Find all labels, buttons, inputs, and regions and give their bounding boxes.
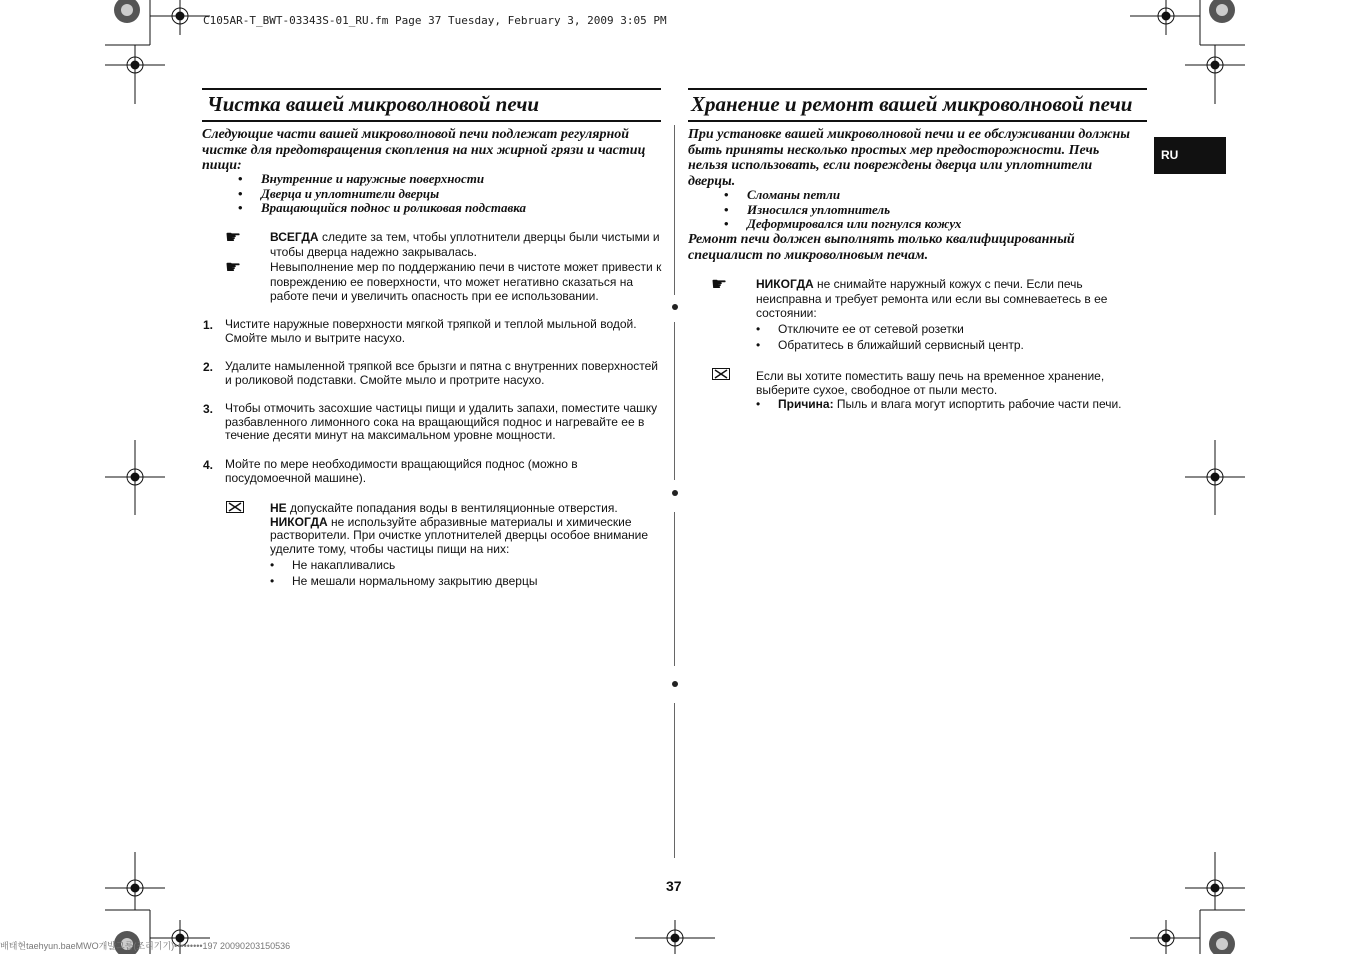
left-warning-list bbox=[270, 557, 662, 589]
list-item: • Не мешали нормальному закрытию дверцы bbox=[270, 573, 662, 589]
step-number: 2. bbox=[203, 360, 214, 374]
right-damage-list bbox=[724, 188, 1144, 232]
column-divider bbox=[674, 703, 675, 858]
step-number: 3. bbox=[203, 402, 214, 416]
crossed-note-icon bbox=[226, 501, 244, 513]
right-note-never: НИКОГДА не снимайте наружный кожух с печи. Если печь неисправна и требует ремонта или если вы сомневаетесь в ее состоянии: • Отключите ее от сетевой розетки • Обратитесь в ближайший сервисный центр. bbox=[756, 277, 1140, 353]
list-item: • Дверца и уплотнители дверцы bbox=[238, 187, 658, 202]
divider-dot bbox=[672, 490, 678, 496]
left-note-always: ВСЕГДА следите за тем, чтобы уплотнители дверцы были чистыми и чтобы дверца надежно закрывалась. bbox=[270, 230, 660, 259]
right-section-title: Хранение и ремонт вашей микроволновой печи bbox=[691, 92, 1133, 116]
step-number: 4. bbox=[203, 458, 214, 472]
step-text: Чистите наружные поверхности мягкой тряпкой и теплой мыльной водой. Смойте мыло и вытрите насухо. bbox=[225, 317, 637, 345]
pointing-hand-icon: ☛ bbox=[225, 227, 242, 247]
right-storage-note: Если вы хотите поместить вашу печь на временное хранение, выберите сухое, свободное от пыли место. • Причина: Пыль и влага могут испортить рабочие части печи. bbox=[756, 369, 1140, 411]
list-item: • Износился уплотнитель bbox=[724, 203, 1144, 218]
right-title-top-rule bbox=[688, 88, 1147, 90]
print-footer: 배태현taehyun.baeMWO개발그룹(조리기기)•••••••••197 20090203150536 bbox=[0, 941, 291, 951]
right-intro: При установке вашей микроволновой печи и ее обслуживании должны быть приняты несколько простых мер предосторожности. Печь нельзя использовать, если повреждены дверца или уплотнители дверцы. bbox=[688, 127, 1131, 189]
step-text: Удалите намыленной тряпкой все брызги и пятна с внутренних поверхностей и роликовой подставки. Смойте мыло и протрите насухо. bbox=[225, 359, 659, 387]
step-text: Мойте по мере необходимости вращающийся поднос (можно в посудомоечной машине). bbox=[225, 457, 578, 485]
left-part-list bbox=[238, 172, 658, 216]
right-title-bottom-rule bbox=[688, 120, 1147, 122]
right-storage-list bbox=[756, 397, 1140, 411]
left-section-title: Чистка вашей микроволновой печи bbox=[207, 92, 540, 116]
left-note-maintenance: Невыполнение мер по поддержанию печи в чистоте может привести к повреждению ее поверхности, что может негативно сказаться на работе печи и увеличить опасность при ее использовании. bbox=[270, 260, 662, 303]
page-number: 37 bbox=[666, 878, 682, 894]
list-item: • Внутренние и наружные поверхности bbox=[238, 172, 658, 187]
divider-dot bbox=[672, 681, 678, 687]
list-item: • Деформировался или погнулся кожух bbox=[724, 217, 1144, 232]
column-divider bbox=[674, 125, 675, 295]
list-item: • Не накапливались bbox=[270, 557, 662, 573]
right-note-list bbox=[756, 321, 1140, 353]
list-item: • Отключите ее от сетевой розетки bbox=[756, 321, 1140, 337]
crossed-note-icon bbox=[712, 368, 730, 380]
left-title-top-rule bbox=[202, 88, 661, 90]
list-item: • Сломаны петли bbox=[724, 188, 1144, 203]
step-number: 1. bbox=[203, 318, 214, 332]
file-header: C105AR-T_BWT-03343S-01_RU.fm Page 37 Tuesday, February 3, 2009 3:05 PM bbox=[203, 14, 667, 27]
pointing-hand-icon: ☛ bbox=[225, 257, 242, 277]
language-tab: RU bbox=[1154, 137, 1226, 174]
left-title-bottom-rule bbox=[202, 120, 661, 122]
left-intro: Следующие части вашей микроволновой печи подлежат регулярной чистке для предотвращения скопления на них жирной грязи и частиц пищи: bbox=[202, 127, 646, 173]
divider-dot bbox=[672, 304, 678, 310]
pointing-hand-icon: ☛ bbox=[711, 274, 728, 294]
list-item: • Вращающийся поднос и роликовая подставка bbox=[238, 201, 658, 216]
step-text: Чтобы отмочить засохшие частицы пищи и удалить запахи, поместите чашку разбавленного лимонного сока на вращающийся поднос и нагревайте ее в течение десяти минут на максимальном уровне мощности. bbox=[225, 401, 658, 442]
column-divider bbox=[674, 322, 675, 480]
column-divider bbox=[674, 512, 675, 666]
left-warning: НЕ допускайте попадания воды в вентиляционные отверстия. НИКОГДА не используйте абразивные материалы и химические растворители. При очистке уплотнителей дверцы особое внимание уделите тому, чтобы частицы пищи на них: • Не накапливались • Не мешали нормальному закрытию дверцы bbox=[270, 502, 662, 589]
list-item: • Обратитесь в ближайший сервисный центр. bbox=[756, 337, 1140, 353]
list-item: • Причина: Пыль и влага могут испортить рабочие части печи. bbox=[756, 397, 1140, 411]
right-repair-note: Ремонт печи должен выполнять только квалифицированный специалист по микроволновым печам. bbox=[688, 232, 1075, 263]
